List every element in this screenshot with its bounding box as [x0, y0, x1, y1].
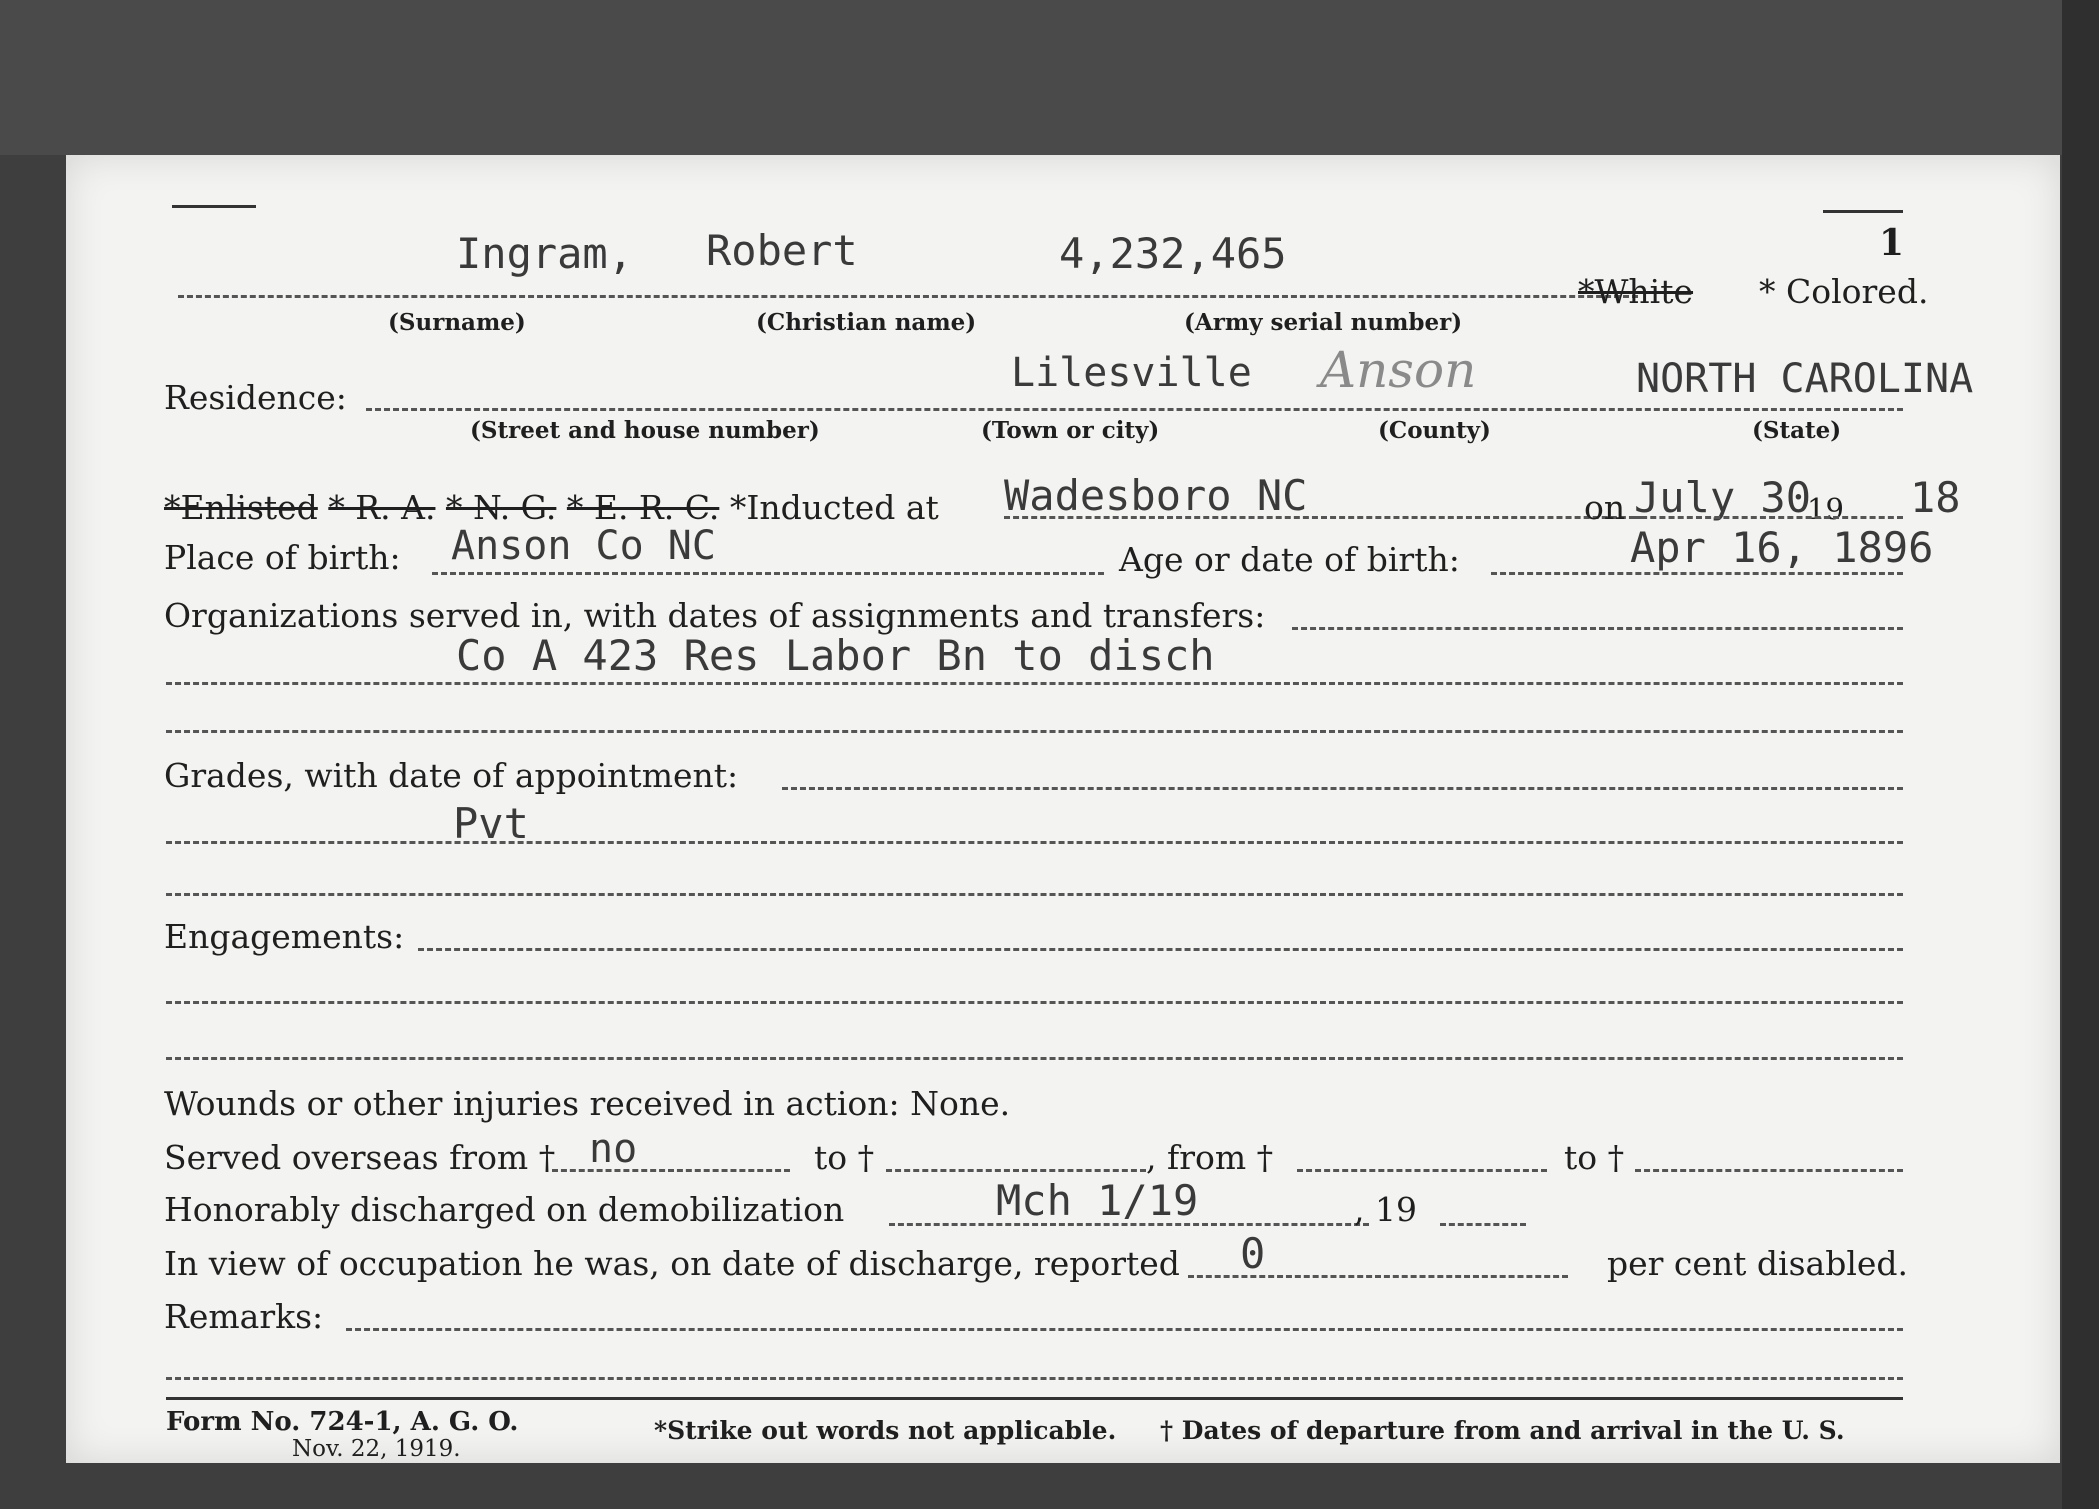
enlisted-label [164, 488, 939, 527]
remarks-label: Remarks: [164, 1297, 324, 1336]
footnote-strike: *Strike out words not applicable. [654, 1416, 1117, 1445]
disability-suffix: per cent disabled. [1607, 1244, 1909, 1283]
form-number: Form No. 724-1, A. G. O. [166, 1407, 519, 1437]
surname-value: Ingram, [456, 229, 634, 278]
remarks-line-2 [166, 1377, 1903, 1380]
discharge-date-value: Mch 1/19 [996, 1176, 1199, 1225]
wounds-label: Wounds or other injuries received in action: None. [164, 1084, 1011, 1123]
regular-army-option: * R. A. [328, 488, 436, 527]
residence-line [366, 408, 1903, 411]
overseas-from2-line [1297, 1169, 1547, 1172]
organizations-value: Co A 423 Res Labor Bn to disch [456, 631, 1215, 680]
induction-date-value: July 30 [1634, 473, 1812, 522]
induction-date-line [1632, 516, 1903, 519]
birth-place-value: Anson Co NC [451, 523, 716, 569]
birth-date-line [1491, 572, 1903, 575]
footnote-dates: † Dates of departure from and arrival in the U. S. [1160, 1416, 1845, 1445]
overseas-from-value: no [589, 1126, 638, 1172]
grades-value: Pvt [453, 799, 529, 848]
serial-number-caption: (Army serial number) [1184, 309, 1463, 336]
grades-line-3 [166, 893, 1903, 896]
town-caption: (Town or city) [981, 417, 1160, 444]
induction-on-label: on [1584, 488, 1626, 527]
engagements-label: Engagements: [164, 917, 405, 956]
discharge-year-suffix: , 19 [1354, 1190, 1417, 1229]
engagements-line-1 [418, 948, 1903, 951]
engagements-line-2 [166, 1001, 1903, 1004]
erc-option: * E. R. C. [566, 488, 720, 527]
enlisted-option: *Enlisted [164, 488, 318, 527]
grades-line-1 [782, 787, 1903, 790]
race-white: *White [1578, 272, 1694, 311]
top-right-rule [1823, 210, 1903, 213]
organizations-line-3 [166, 730, 1903, 733]
induction-year-value: 18 [1910, 473, 1961, 522]
overseas-from2-label: , from † [1146, 1138, 1274, 1177]
discharge-label: Honorably discharged on demobilization [164, 1190, 845, 1229]
disability-value: 0 [1240, 1229, 1266, 1278]
overseas-to2-label: to † [1564, 1138, 1625, 1177]
top-left-rule [172, 205, 256, 208]
name-line [178, 295, 1638, 298]
induction-place-value: Wadesboro NC [1004, 471, 1308, 520]
discharge-year-line [1440, 1223, 1526, 1226]
birth-place-line [432, 572, 1104, 575]
discharge-date-line [889, 1223, 1369, 1226]
overseas-to2-line [1635, 1169, 1903, 1172]
serial-number-value: 4,232,465 [1059, 229, 1287, 278]
street-caption: (Street and house number) [470, 417, 820, 444]
form-date: Nov. 22, 1919. [292, 1436, 461, 1462]
inducted-at-label: *Inducted at [729, 488, 939, 527]
card-number: 1 [1879, 222, 1905, 264]
surname-caption: (Surname) [388, 309, 526, 336]
engagements-line-3 [166, 1057, 1903, 1060]
remarks-line-1 [346, 1328, 1903, 1331]
birth-place-label: Place of birth: [164, 538, 401, 577]
residence-label: Residence: [164, 378, 347, 417]
residence-state-value: NORTH CAROLINA [1636, 356, 1974, 402]
overseas-from-line [552, 1169, 790, 1172]
grades-label: Grades, with date of appointment: [164, 756, 739, 795]
birth-date-value: Apr 16, 1896 [1630, 523, 1934, 572]
race-colored: * Colored. [1759, 272, 1929, 311]
county-caption: (County) [1378, 417, 1491, 444]
scanner-background-top [0, 0, 2099, 155]
overseas-to-line [886, 1169, 1146, 1172]
organizations-label: Organizations served in, with dates of assignments and transfers: [164, 596, 1266, 635]
overseas-to-label: to † [814, 1138, 875, 1177]
organizations-line-1 [1292, 627, 1903, 630]
induction-place-line [1004, 516, 1644, 519]
christian-name-value: Robert [706, 226, 858, 275]
service-record-card [66, 155, 2060, 1463]
overseas-from-label: Served overseas from † [164, 1138, 556, 1177]
national-guard-option: * N. G. [445, 488, 557, 527]
residence-town-value: Lilesville [1011, 350, 1252, 396]
birth-date-label: Age or date of birth: [1119, 540, 1460, 579]
residence-county-value: Anson [1320, 341, 1477, 399]
scanner-background-right [2062, 0, 2099, 1509]
disability-label: In view of occupation he was, on date of discharge, reported [164, 1244, 1180, 1283]
organizations-line-2 [166, 682, 1903, 685]
induction-century: 19 [1807, 492, 1844, 526]
state-caption: (State) [1752, 417, 1842, 444]
footer-rule [166, 1397, 1903, 1400]
disability-line [1188, 1275, 1568, 1278]
christian-name-caption: (Christian name) [756, 309, 977, 336]
grades-line-2 [166, 841, 1903, 844]
